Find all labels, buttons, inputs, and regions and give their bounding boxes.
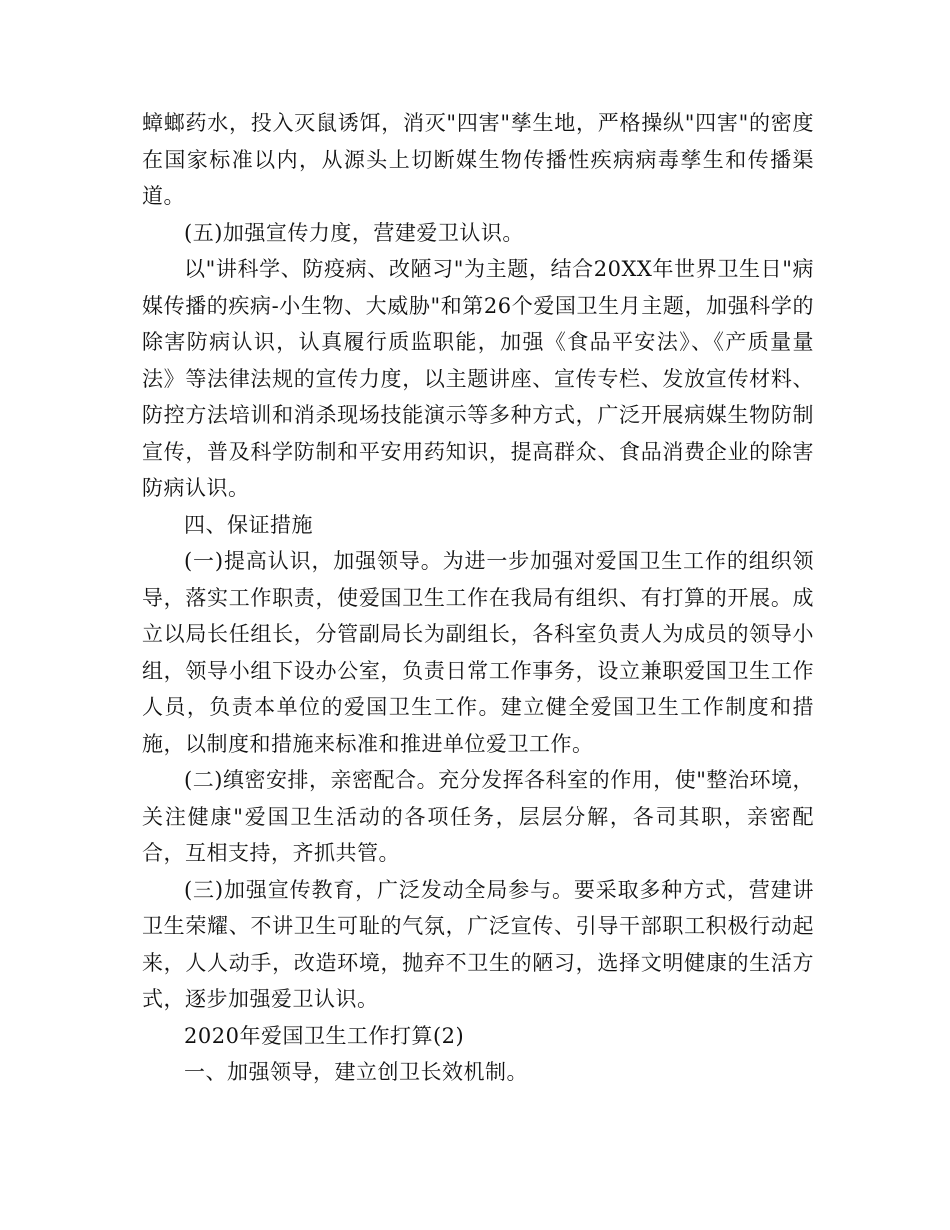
document-subtitle: 2020年爱国卫生工作打算(2) xyxy=(184,1023,465,1048)
section-heading-five: (五)加强宣传力度，营建爱卫认识。 xyxy=(184,220,524,245)
section-heading-guarantee: 四、保证措施 xyxy=(184,512,313,537)
paragraph-leadership: (一)提高认识，加强领导。为进一步加强对爱国卫生工作的组织领导，落实工作职责，使爱国卫生工作在我局有组织、有打算的开展。成立以局长任组长，分管副局长为副组长，各科室负责人为成员的领导小组，领导小组下设办公室，负责日常工作事务，设立兼职爱国卫生工作人员，负责本单位的爱国卫生工作。建立健全爱国卫生工作制度和措施，以制度和措施来标准和推进单位爱卫工作。 xyxy=(142,549,814,756)
paragraph-cooperation: (二)缜密安排，亲密配合。充分发挥各科室的作用，使"整治环境，关注健康"爱国卫生活动的各项任务，层层分解，各司其职，亲密配合，互相支持，齐抓共管。 xyxy=(142,768,814,865)
document-body xyxy=(142,105,814,1091)
paragraph-publicity: 以"讲科学、防疫病、改陋习"为主题，结合20XX年世界卫生日"病媒传播的疾病-小生物、大威胁"和第26个爱国卫生月主题，加强科学的除害防病认识，认真履行质监职能，加强《食品平安法》、《产质量量法》等法律法规的宣传力度，以主题讲座、宣传专栏、发放宣传材料、防控方法培训和消杀现场技能演示等多种方式，广泛开展病媒生物防制宣传，普及科学防制和平安用药知识，提高群众、食品消费企业的除害防病认识。 xyxy=(142,257,814,500)
paragraph-continued: 蟑螂药水，投入灭鼠诱饵，消灭"四害"孳生地，严格操纵"四害"的密度在国家标准以内，从源头上切断媒生物传播性疾病病毒孳生和传播渠道。 xyxy=(142,111,814,208)
paragraph-education: (三)加强宣传教育，广泛发动全局参与。要采取多种方式，营建讲卫生荣耀、不讲卫生可耻的气氛，广泛宣传、引导干部职工积极行动起来，人人动手，改造环境，抛弃不卫生的陋习，选择文明健康的生活方式，逐步加强爱卫认识。 xyxy=(142,877,814,1011)
section-heading-one: 一、加强领导，建立创卫长效机制。 xyxy=(184,1060,528,1084)
